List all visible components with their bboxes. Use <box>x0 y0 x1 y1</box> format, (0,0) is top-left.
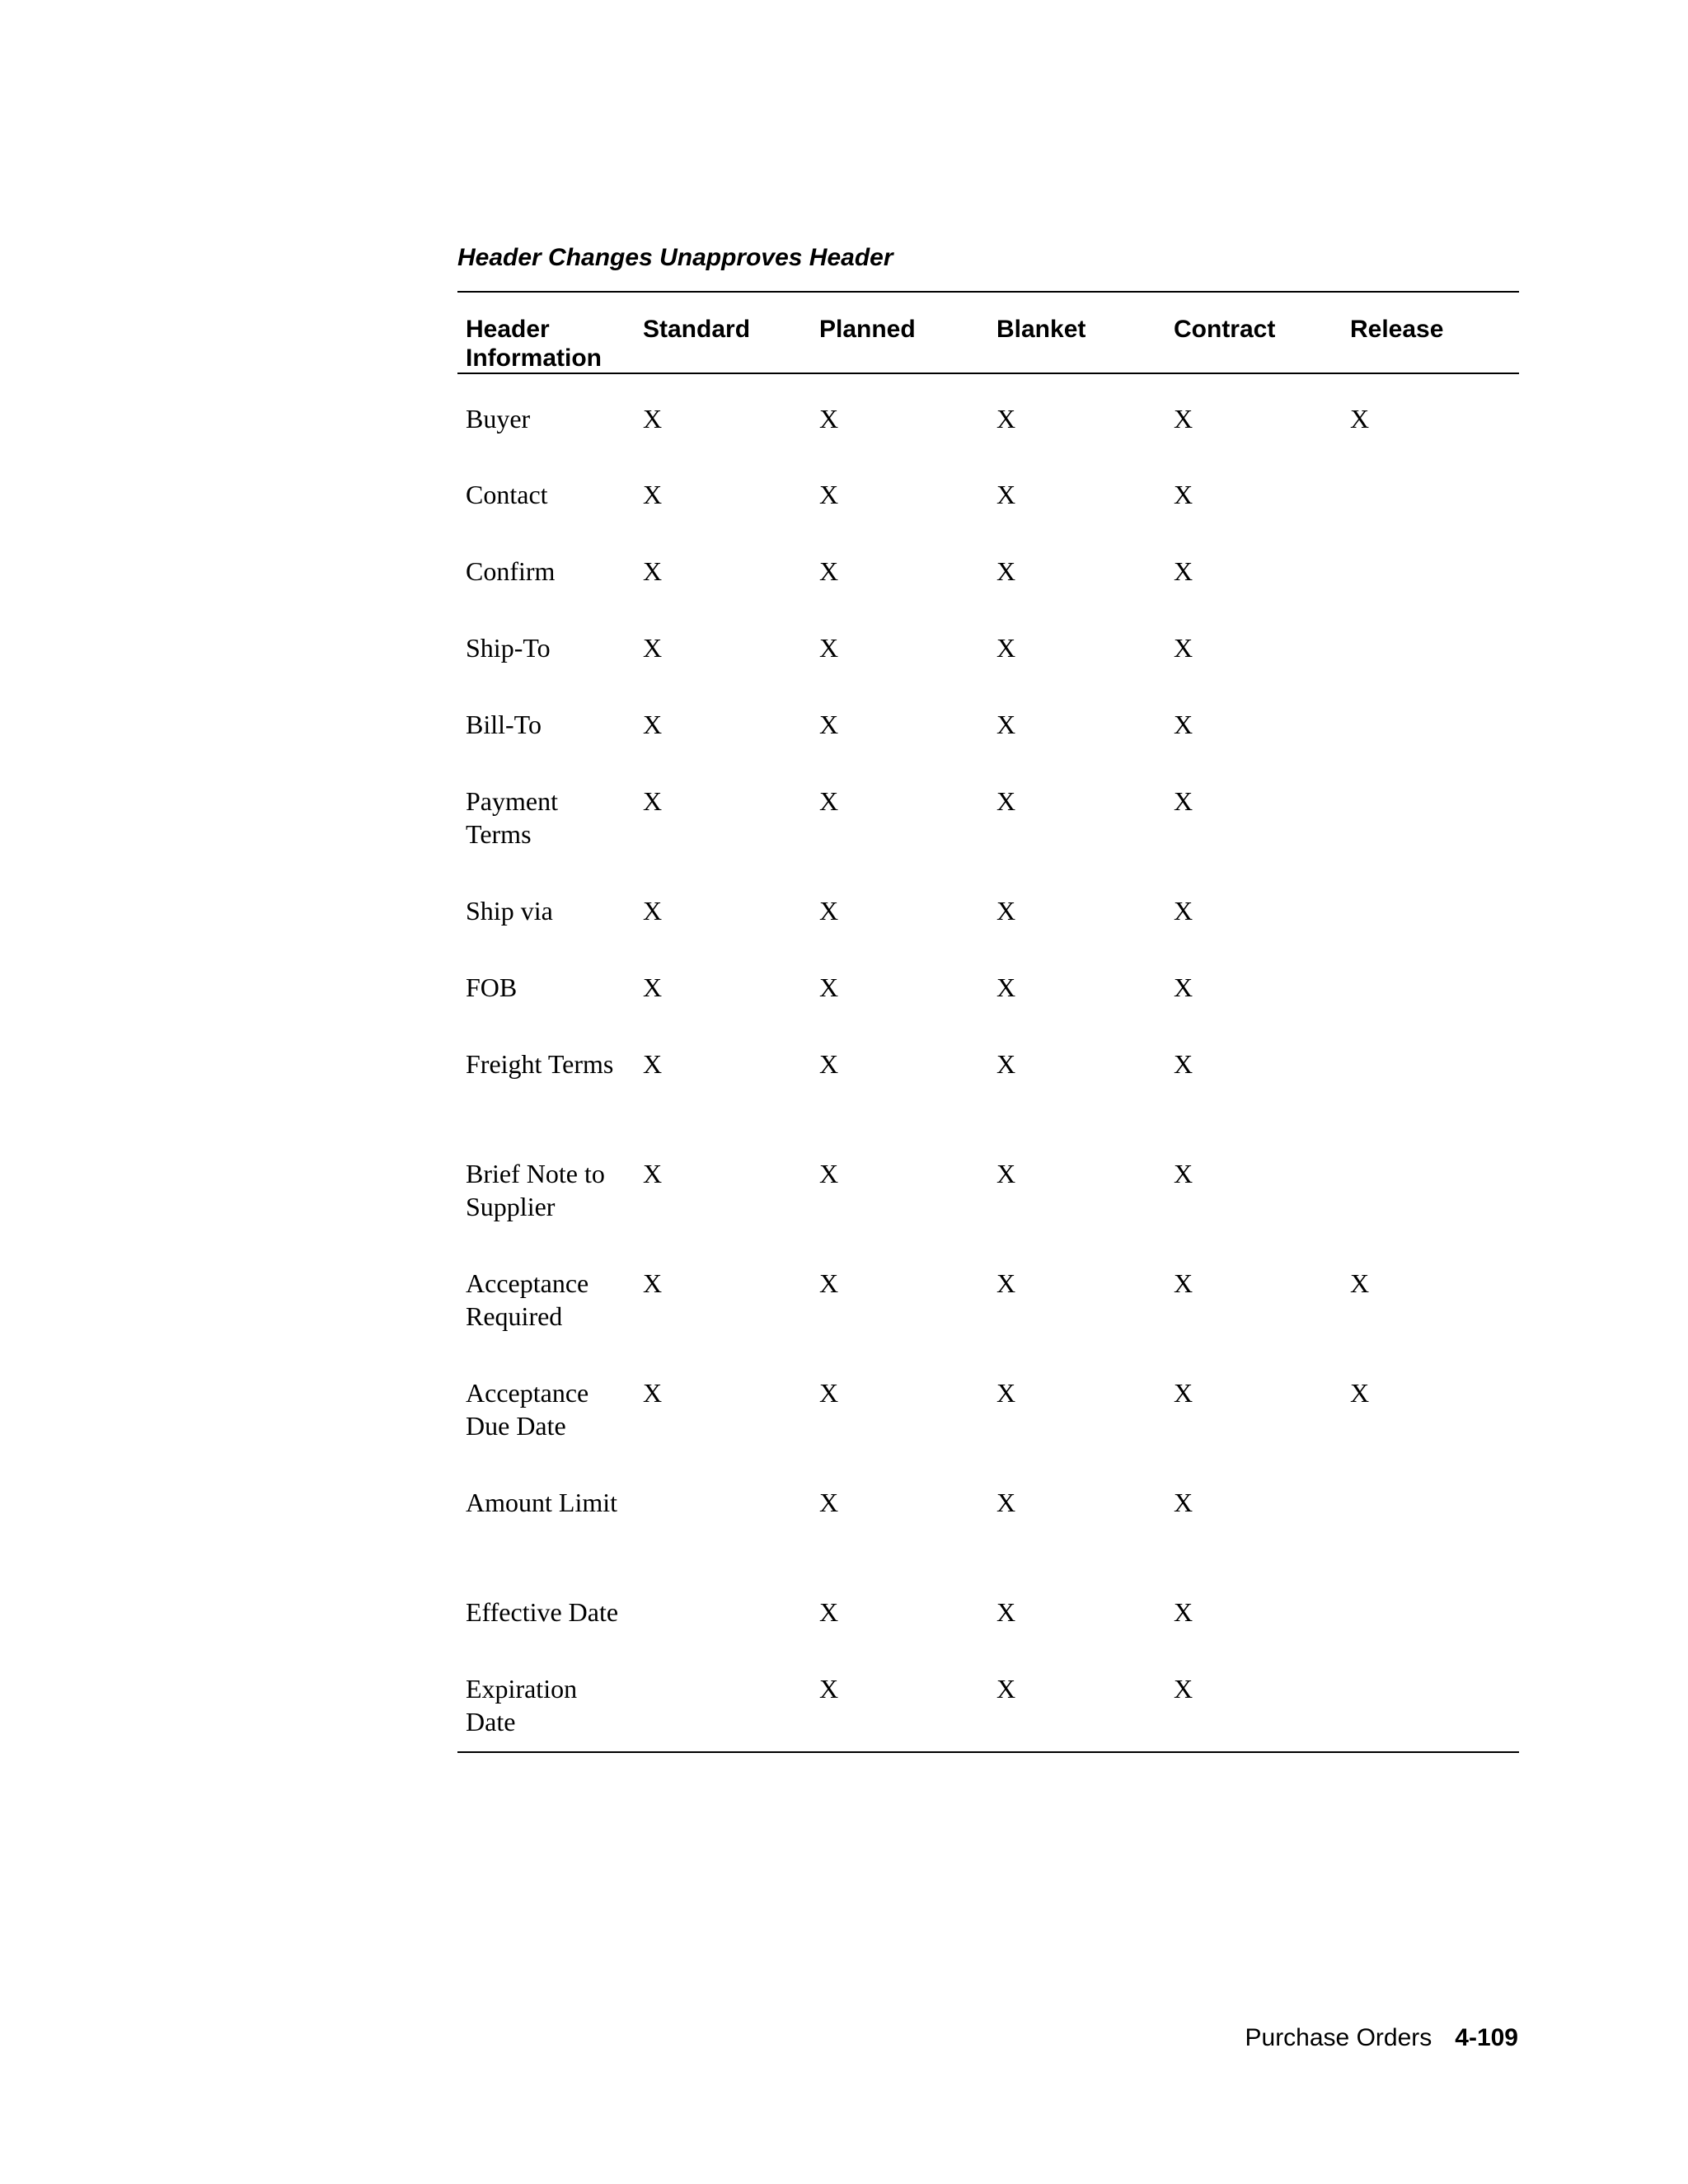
cell-contract: X <box>1174 480 1193 509</box>
table-row <box>457 373 1519 454</box>
column-header-standard: Standard <box>643 316 751 343</box>
cell-standard <box>635 1572 811 1648</box>
cell-planned: X <box>819 1597 839 1627</box>
cell-contract: X <box>1174 710 1193 739</box>
table-row <box>457 1352 1519 1462</box>
cell-contract: X <box>1174 1488 1193 1517</box>
table-row <box>457 1572 1519 1648</box>
cell-release <box>1342 531 1519 607</box>
cell-standard: X <box>643 972 663 1002</box>
cell-standard: X <box>643 1049 663 1079</box>
row-label: Ship via <box>466 896 553 926</box>
cell-blanket: X <box>996 556 1016 586</box>
cell-blanket: X <box>996 1159 1016 1188</box>
cell-blanket: X <box>996 1378 1016 1408</box>
footer-section-name: Purchase Orders <box>1245 2024 1432 2051</box>
cell-blanket: X <box>996 710 1016 739</box>
table-row <box>457 947 1519 1024</box>
header-changes-table-container <box>457 291 1519 1753</box>
cell-standard: X <box>643 1159 663 1188</box>
cell-contract: X <box>1174 1674 1193 1704</box>
table-body <box>457 373 1519 1752</box>
cell-planned: X <box>819 633 839 663</box>
cell-planned: X <box>819 1159 839 1188</box>
table-row <box>457 1243 1519 1352</box>
cell-blanket: X <box>996 1674 1016 1704</box>
cell-standard: X <box>643 1268 663 1298</box>
cell-release <box>1342 684 1519 761</box>
cell-standard: X <box>643 404 663 434</box>
cell-standard: X <box>643 786 663 816</box>
column-header-contract: Contract <box>1174 316 1276 343</box>
cell-blanket: X <box>996 972 1016 1002</box>
table-row <box>457 1648 1519 1752</box>
table-header <box>457 292 1519 373</box>
cell-blanket: X <box>996 404 1016 434</box>
cell-standard: X <box>643 480 663 509</box>
cell-contract: X <box>1174 633 1193 663</box>
cell-planned: X <box>819 1378 839 1408</box>
cell-release <box>1342 1648 1519 1752</box>
cell-planned: X <box>819 972 839 1002</box>
cell-contract: X <box>1174 1378 1193 1408</box>
table-header-row <box>457 292 1519 373</box>
row-label: Acceptance Due Date <box>466 1378 589 1441</box>
cell-contract: X <box>1174 1049 1193 1079</box>
cell-contract: X <box>1174 972 1193 1002</box>
cell-planned: X <box>819 556 839 586</box>
row-label: Brief Note to Supplier <box>466 1159 605 1221</box>
cell-release <box>1342 870 1519 947</box>
cell-release <box>1342 1462 1519 1572</box>
column-header-blanket: Blanket <box>996 316 1086 343</box>
cell-contract: X <box>1174 1159 1193 1188</box>
cell-planned: X <box>819 1049 839 1079</box>
cell-planned: X <box>819 786 839 816</box>
row-label: Contact <box>466 480 548 509</box>
cell-standard: X <box>643 896 663 926</box>
cell-blanket: X <box>996 896 1016 926</box>
cell-planned: X <box>819 896 839 926</box>
cell-planned: X <box>819 710 839 739</box>
cell-planned: X <box>819 404 839 434</box>
row-label: Acceptance Required <box>466 1268 589 1331</box>
cell-blanket: X <box>996 786 1016 816</box>
cell-release: X <box>1350 1268 1370 1298</box>
cell-planned: X <box>819 480 839 509</box>
row-label: Ship-To <box>466 633 551 663</box>
cell-release <box>1342 947 1519 1024</box>
table-row <box>457 454 1519 531</box>
cell-standard: X <box>643 1378 663 1408</box>
cell-blanket: X <box>996 1049 1016 1079</box>
table-row <box>457 531 1519 607</box>
cell-release <box>1342 761 1519 870</box>
table-title: Header Changes Unapproves Header <box>457 244 893 271</box>
row-label: Bill-To <box>466 710 542 739</box>
cell-contract: X <box>1174 1268 1193 1298</box>
cell-standard: X <box>643 556 663 586</box>
cell-contract: X <box>1174 556 1193 586</box>
row-label: Amount Limit <box>466 1488 617 1517</box>
table-row <box>457 870 1519 947</box>
cell-standard: X <box>643 633 663 663</box>
cell-contract: X <box>1174 404 1193 434</box>
row-label: Payment Terms <box>466 786 558 849</box>
cell-planned: X <box>819 1488 839 1517</box>
column-header-information: Header Information <box>466 316 602 372</box>
cell-blanket: X <box>996 1597 1016 1627</box>
cell-standard: X <box>643 710 663 739</box>
table-row <box>457 1133 1519 1243</box>
cell-release <box>1342 1133 1519 1243</box>
row-label: Buyer <box>466 404 531 434</box>
row-label: Confirm <box>466 556 556 586</box>
table-row <box>457 684 1519 761</box>
cell-standard <box>635 1648 811 1752</box>
header-changes-table <box>457 291 1519 1753</box>
cell-release <box>1342 1024 1519 1133</box>
cell-standard <box>635 1462 811 1572</box>
cell-blanket: X <box>996 1488 1016 1517</box>
cell-release: X <box>1350 1378 1370 1408</box>
cell-release <box>1342 1572 1519 1648</box>
cell-blanket: X <box>996 633 1016 663</box>
cell-planned: X <box>819 1268 839 1298</box>
cell-blanket: X <box>996 1268 1016 1298</box>
cell-release <box>1342 454 1519 531</box>
cell-planned: X <box>819 1674 839 1704</box>
table-row <box>457 1462 1519 1572</box>
cell-contract: X <box>1174 786 1193 816</box>
cell-release: X <box>1350 404 1370 434</box>
table-row <box>457 761 1519 870</box>
table-row <box>457 1024 1519 1133</box>
row-label: Effective Date <box>466 1597 619 1627</box>
row-label: Expiration Date <box>466 1674 578 1736</box>
cell-contract: X <box>1174 1597 1193 1627</box>
row-label: FOB <box>466 972 518 1002</box>
row-label: Freight Terms <box>466 1049 614 1079</box>
footer-page-number: 4-109 <box>1455 2024 1518 2051</box>
cell-contract: X <box>1174 896 1193 926</box>
table-row <box>457 607 1519 684</box>
page-footer <box>1245 2023 1519 2053</box>
cell-blanket: X <box>996 480 1016 509</box>
column-header-planned: Planned <box>819 316 916 343</box>
cell-release <box>1342 607 1519 684</box>
column-header-release: Release <box>1350 316 1444 343</box>
